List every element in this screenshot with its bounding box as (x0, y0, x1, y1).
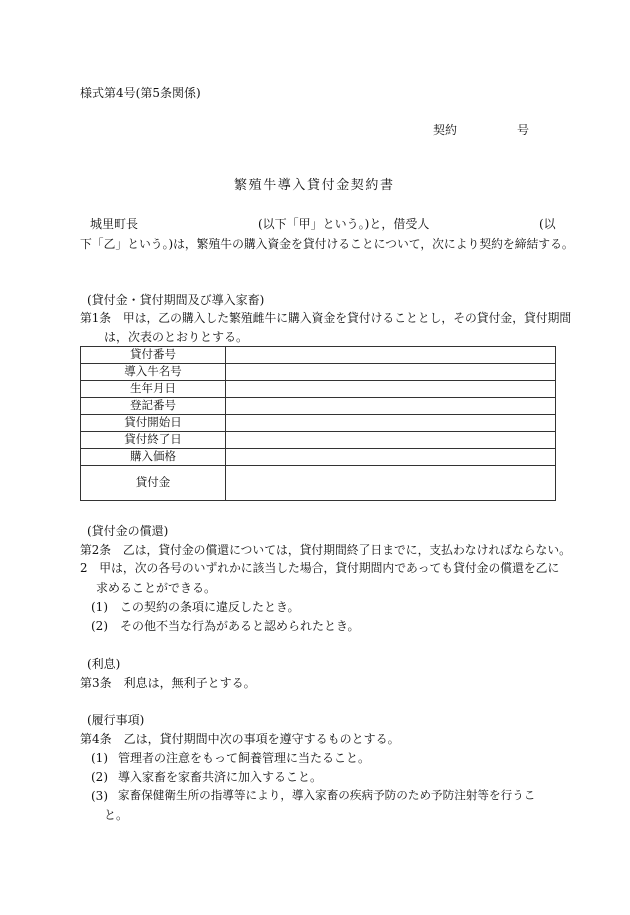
article1-heading: (貸付金・貸付期間及び導入家畜) (87, 293, 265, 307)
row-label-purchase-price: 購入価格 (81, 449, 226, 466)
table-row (81, 466, 556, 501)
row-label-loan-amount: 貸付金 (81, 466, 226, 501)
article2-item2-text: その他不当な行為があると認められたとき。 (120, 619, 360, 633)
contract-number-suffix: 号 (517, 123, 530, 137)
preamble-line2: 下「乙」という。)は，繁殖牛の購入資金を貸付けることについて，次により契約を締結する。 (80, 237, 574, 251)
article4-heading: (履行事項) (87, 713, 145, 727)
table-row (81, 381, 556, 398)
row-value-registration-number[interactable] (226, 398, 556, 415)
preamble-line1-right: (以 (539, 217, 556, 231)
article3-line1: 第3条 利息は，無利子とする。 (80, 676, 256, 690)
article2-line2: 2 甲は，次の各号のいずれかに該当した場合，貸付期間内であっても貸付金の償還を乙に (80, 561, 560, 575)
preamble-lender: 城里町長 (90, 217, 139, 231)
row-label-loan-start-date: 貸付開始日 (81, 415, 226, 432)
row-value-purchase-price[interactable] (226, 449, 556, 466)
loan-table (80, 346, 556, 501)
row-label-loan-end-date: 貸付終了日 (81, 432, 226, 449)
row-label-birth-date: 生年月日 (81, 381, 226, 398)
document-title: 繁殖牛導入貸付金契約書 (234, 178, 395, 193)
preamble-line1-mid: (以下「甲」という。)と，借受人 (258, 217, 430, 231)
table-row (81, 432, 556, 449)
table-row (81, 347, 556, 364)
form-label: 様式第4号(第5条関係) (80, 86, 201, 100)
table-row (81, 398, 556, 415)
row-label-loan-number: 貸付番号 (81, 347, 226, 364)
article4-item2-text: 導入家畜を家畜共済に加入すること。 (118, 770, 323, 784)
article1-line1: 第1条 甲は，乙の購入した繁殖雌牛に購入資金を貸付けることとし，その貸付金，貸付期間 (80, 311, 572, 325)
contract-number-prefix: 契約 (433, 123, 458, 137)
article2-heading: (貸付金の償還) (87, 524, 169, 538)
article2-line1: 第2条 乙は，貸付金の償還については，貸付期間終了日までに，支払わなければならない。 (80, 543, 571, 557)
article2-item1-text: この契約の条項に違反したとき。 (120, 600, 300, 614)
article4-item3-continuation: と。 (104, 808, 129, 822)
row-value-cattle-name[interactable] (226, 364, 556, 381)
article4-item1-number: (1) (91, 751, 108, 765)
table-row (81, 449, 556, 466)
row-value-birth-date[interactable] (226, 381, 556, 398)
article4-item1-text: 管理者の注意をもって飼養管理に当たること。 (118, 751, 371, 765)
row-value-loan-start-date[interactable] (226, 415, 556, 432)
article2-item1-number: (1) (91, 600, 108, 614)
article2-line3: 求めることができる。 (96, 581, 217, 595)
article4-item3-text: 家畜保健衛生所の指導等により，導入家畜の疾病予防のため予防注射等を行うこ (118, 788, 536, 802)
article3-heading: (利息) (87, 657, 121, 671)
row-value-loan-number[interactable] (226, 347, 556, 364)
row-value-loan-end-date[interactable] (226, 432, 556, 449)
row-label-cattle-name: 導入牛名号 (81, 364, 226, 381)
row-value-loan-amount[interactable] (226, 466, 556, 501)
table-row (81, 415, 556, 432)
article4-item2-number: (2) (91, 770, 108, 784)
article1-line2: は，次表のとおりとする。 (104, 330, 249, 344)
table-row (81, 364, 556, 381)
article4-line1: 第4条 乙は，貸付期間中次の事項を遵守するものとする。 (80, 732, 400, 746)
article2-item2-number: (2) (91, 619, 108, 633)
article4-item3-number: (3) (91, 789, 108, 803)
row-label-registration-number: 登記番号 (81, 398, 226, 415)
